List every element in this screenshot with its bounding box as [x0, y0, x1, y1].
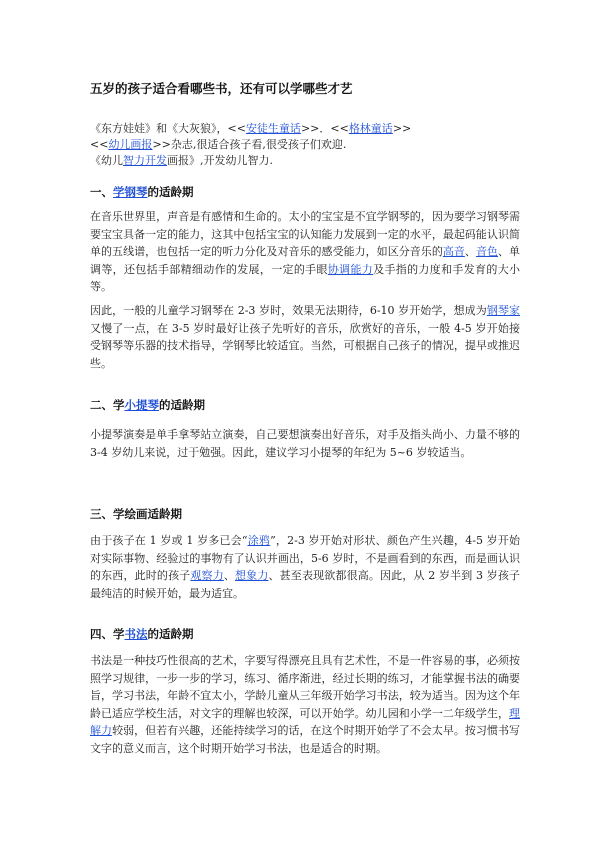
intro-block: [90, 121, 411, 169]
paragraph-text: 、甚至表现欲都很高。因此，从 2 岁半到 3 岁孩子最纯洁的时候开始，最为适宜。: [90, 569, 521, 600]
paragraph-text: 、: [464, 245, 476, 258]
intro-text: >>杂志,很适合孩子看,很受孩子们欢迎.: [152, 138, 347, 151]
paragraph-text: ”，2-3 岁开始对形状、颜色产生兴趣，4-5 岁开始对实际事物、经验过的事物有了认识并画出，5-6 岁时，不是画看到的东西，而是画认识的东西，此时的孩子: [90, 534, 521, 582]
section-heading-piano: [90, 184, 194, 200]
intro-text: 《东方娃娃》和《大灰狼》，<<: [90, 122, 246, 135]
paragraph-text: 又慢了一点，在 3-5 岁时最好让孩子先听好的音乐，欣赏好的音乐，一般 4-5 岁开始接受钢琴等乐器的技术指导，学钢琴比较适宜。当然，可根据自己孩子的情况，提早或推迟些。: [90, 321, 520, 370]
heading-text: 二、学: [90, 398, 125, 412]
paragraph-piano-2: [90, 302, 520, 372]
grimm-fairy-tales-link[interactable]: 格林童话: [348, 122, 393, 135]
intro-text: 画报》,开发幼儿智力.: [167, 154, 273, 167]
paragraph-text: 及手指的力度和手发育的大小等。: [90, 262, 521, 293]
section-heading-calligraphy: [90, 626, 194, 642]
paragraph-painting: [90, 532, 520, 602]
intro-text: >>: [392, 122, 412, 135]
intro-line-1: [90, 121, 411, 137]
intro-text: <<: [90, 138, 109, 151]
paragraph-text: 、单调等，还包括手部精细动作的发展，一定的手眼: [90, 245, 521, 276]
paragraph-text: 书法是一种技巧性很高的艺术，字要写得漂亮且具有艺术性，不是一件容易的事，必须按照学习规律，一步一步的学习，练习、循序渐进，经过长期的练习，才能掌握书法的确要旨，学习书法，年龄不宜太小，学龄儿童从三年级开始学习书法，较为适当。因为这个年龄已适应学校生活，对文字的理解也较深，可以开始学。幼儿园和小学一二年级学生，: [90, 654, 520, 720]
intro-line-2: [90, 137, 411, 153]
violin-link[interactable]: 小提琴: [124, 398, 159, 412]
kids-pictorial-link[interactable]: 幼儿画报: [108, 138, 153, 151]
paragraph-violin: 小提琴演奏是单手拿琴站立演奏，自己要想演奏出好音乐，对手及指头尚小、力量不够的 3-4 岁幼儿来说，过于勉强。因此，建议学习小提琴的年纪为 5~6 岁较适当。: [90, 428, 520, 459]
page-title: 五岁的孩子适合看哪些书，还有可以学哪些才艺: [90, 81, 353, 96]
coordination-link[interactable]: 协调能力: [327, 262, 374, 276]
heading-text: 的适龄期: [147, 627, 194, 641]
heading-text: 的适龄期: [147, 185, 194, 199]
andersen-fairy-tales-link[interactable]: 安徒生童话: [245, 122, 301, 135]
section-heading-painting: 三、学绘画适龄期: [90, 507, 182, 521]
heading-text: 的适龄期: [159, 398, 205, 412]
paragraph-text: 在音乐世界里，声音是有感情和生命的。太小的宝宝是不宜学钢琴的，因为要学习钢琴需要宝宝具备一定的能力，这其中包括宝宝的认知能力发展到一定的水平，最起码能认识简单的五线谱，也包括一定的听力分化及对音乐的感受能力，如区分音乐的: [90, 210, 520, 258]
intro-text: 《幼儿: [90, 154, 123, 167]
heading-text: 一、: [90, 185, 113, 199]
paragraph-text: 较弱，但若有兴趣，还能持续学习的话，在这个时期开始学了不会太早。按习惯书写文字的意义而言，这个时期开始学习书法，也是适合的时期。: [90, 724, 521, 755]
paragraph-text: 由于孩子在 1 岁或 1 岁多已会“: [90, 534, 248, 547]
paragraph-text: 、: [223, 569, 236, 582]
intro-text: >>．<<: [300, 122, 349, 135]
pianist-link[interactable]: 钢琴家: [486, 304, 520, 317]
scribble-link[interactable]: 涂鸦: [247, 534, 271, 547]
imagination-link[interactable]: 想象力: [235, 569, 269, 582]
paragraph-calligraphy: [90, 652, 520, 757]
paragraph-piano-1: [90, 208, 520, 296]
heading-text: 四、学: [90, 627, 125, 641]
timbre-link[interactable]: 音色: [475, 245, 498, 258]
intelligence-development-link[interactable]: 智力开发: [123, 154, 167, 167]
paragraph-text: 因此，一般的儿童学习钢琴在 2-3 岁时，效果无法期待，6-10 岁开始学，想成为: [90, 304, 487, 317]
comprehension-link[interactable]: 理解力: [90, 706, 520, 737]
observation-link[interactable]: 观察力: [190, 569, 224, 582]
high-pitch-link[interactable]: 高音: [442, 245, 465, 258]
calligraphy-link[interactable]: 书法: [124, 627, 148, 641]
learn-piano-link[interactable]: 学钢琴: [113, 185, 148, 199]
intro-line-3: [90, 153, 411, 169]
section-heading-violin: [90, 397, 205, 413]
